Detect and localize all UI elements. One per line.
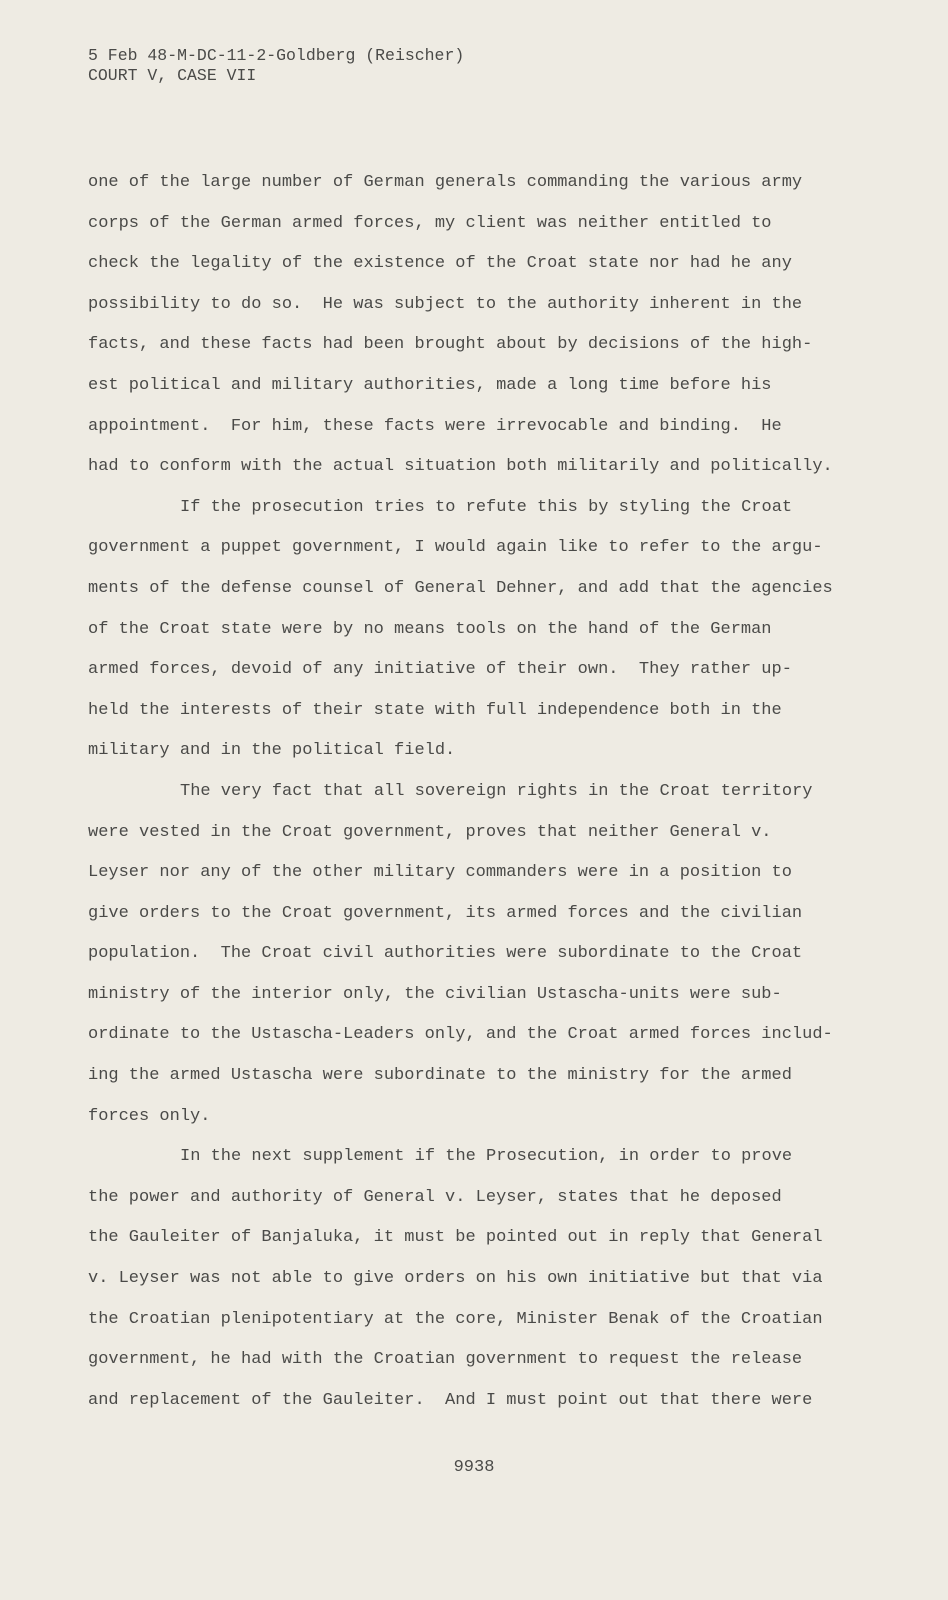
text-line: possibility to do so. He was subject to the authority inherent in the <box>88 294 803 314</box>
text-line: and replacement of the Gauleiter. And I must point out that there were <box>88 1390 813 1410</box>
text-line: government, he had with the Croatian government to request the release <box>88 1350 803 1370</box>
document-header-court: COURT V, CASE VII <box>88 66 257 85</box>
page-number: 9938 <box>453 1458 495 1477</box>
text-line: held the interests of their state with full independence both in the <box>88 700 782 720</box>
text-line: In the next supplement if the Prosecution, in order to prove <box>180 1147 793 1167</box>
text-line: appointment. For him, these facts were irrevocable and binding. He <box>88 416 782 436</box>
text-line: ing the armed Ustascha were subordinate to the ministry for the armed <box>88 1066 792 1086</box>
text-line: corps of the German armed forces, my client was neither entitled to <box>88 213 772 233</box>
text-line: ministry of the interior only, the civilian Ustascha-units were sub- <box>88 984 782 1004</box>
document-header-reference: 5 Feb 48-M-DC-11-2-Goldberg (Reischer) <box>88 46 465 65</box>
text-line: check the legality of the existence of the Croat state nor had he any <box>88 254 792 274</box>
text-line: Leyser nor any of the other military commanders were in a position to <box>88 863 792 883</box>
text-line: the power and authority of General v. Leyser, states that he deposed <box>88 1187 782 1207</box>
text-line: the Croatian plenipotentiary at the core, Minister Benak of the Croatian <box>88 1309 823 1329</box>
text-line: If the prosecution tries to refute this by styling the Croat <box>180 497 793 517</box>
text-line: population. The Croat civil authorities were subordinate to the Croat <box>88 944 803 964</box>
text-line: government a puppet government, I would again like to refer to the argu- <box>88 538 823 558</box>
text-line: The very fact that all sovereign rights in the Croat territory <box>180 781 813 801</box>
text-line: had to conform with the actual situation both militarily and politically. <box>88 457 833 477</box>
text-line: ordinate to the Ustascha-Leaders only, and the Croat armed forces includ- <box>88 1025 833 1045</box>
text-line: the Gauleiter of Banjaluka, it must be pointed out in reply that General <box>88 1228 823 1248</box>
text-line: armed forces, devoid of any initiative of their own. They rather up- <box>88 660 792 680</box>
text-line: military and in the political field. <box>88 741 456 761</box>
text-line: give orders to the Croat government, its armed forces and the civilian <box>88 903 803 923</box>
text-line: v. Leyser was not able to give orders on his own initiative but that via <box>88 1269 823 1289</box>
text-line: est political and military authorities, made a long time before his <box>88 375 772 395</box>
text-line: ments of the defense counsel of General Dehner, and add that the agencies <box>88 578 833 598</box>
text-line: facts, and these facts had been brought about by decisions of the high- <box>88 335 813 355</box>
document-body <box>88 170 833 1428</box>
text-line: of the Croat state were by no means tools on the hand of the German <box>88 619 772 639</box>
text-line: one of the large number of German generals commanding the various army <box>88 173 803 192</box>
text-line: forces only. <box>88 1106 211 1126</box>
text-line: were vested in the Croat government, proves that neither General v. <box>88 822 772 842</box>
